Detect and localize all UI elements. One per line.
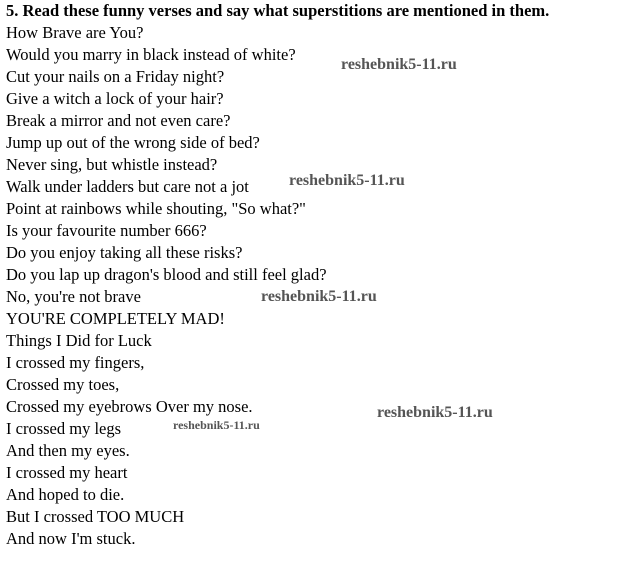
verse-line: And hoped to die.: [6, 485, 125, 504]
verse-line: Give a witch a lock of your hair?: [6, 89, 224, 108]
verse-line: YOU'RE COMPLETELY MAD!: [6, 309, 225, 328]
verse-line: Would you marry in black instead of white?: [6, 45, 296, 64]
verse-line: Do you lap up dragon's blood and still feel glad?: [6, 265, 327, 284]
verse-line: Never sing, but whistle instead?: [6, 155, 218, 174]
verse-line: Crossed my eyebrows Over my nose.: [6, 397, 253, 416]
watermark: reshebnik5-11.ru: [377, 404, 493, 421]
verse-line: Cut your nails on a Friday night?: [6, 67, 225, 86]
verse-line: Is your favourite number 666?: [6, 221, 207, 240]
verse-line: I crossed my fingers,: [6, 353, 145, 372]
verse-line: And then my eyes.: [6, 441, 130, 460]
watermark: reshebnik5-11.ru: [173, 418, 260, 432]
verse-line: And now I'm stuck.: [6, 529, 136, 548]
poem-title: Things I Did for Luck: [6, 331, 152, 350]
verse-line: Break a mirror and not even care?: [6, 111, 231, 130]
verse-line: I crossed my heart: [6, 463, 128, 482]
task-title: 5. Read these funny verses and say what superstitions are mentioned in them.: [6, 1, 550, 20]
verse-lines: [6, 22, 636, 550]
verse-line: Crossed my toes,: [6, 375, 120, 394]
watermark: reshebnik5-11.ru: [261, 288, 377, 305]
verse-line: But I crossed TOO MUCH: [6, 507, 185, 526]
verse-line: Walk under ladders but care not a jot: [6, 177, 249, 196]
verse-line: Point at rainbows while shouting, "So what?": [6, 199, 306, 218]
verse-line: I crossed my legs: [6, 419, 122, 438]
verse-line: How Brave are You?: [6, 23, 144, 42]
watermark: reshebnik5-11.ru: [289, 172, 405, 189]
watermark: reshebnik5-11.ru: [341, 56, 457, 73]
verse-line: Jump up out of the wrong side of bed?: [6, 133, 260, 152]
verse-line: Do you enjoy taking all these risks?: [6, 243, 243, 262]
verse-line: No, you're not brave: [6, 287, 141, 306]
document-page: [6, 0, 636, 550]
